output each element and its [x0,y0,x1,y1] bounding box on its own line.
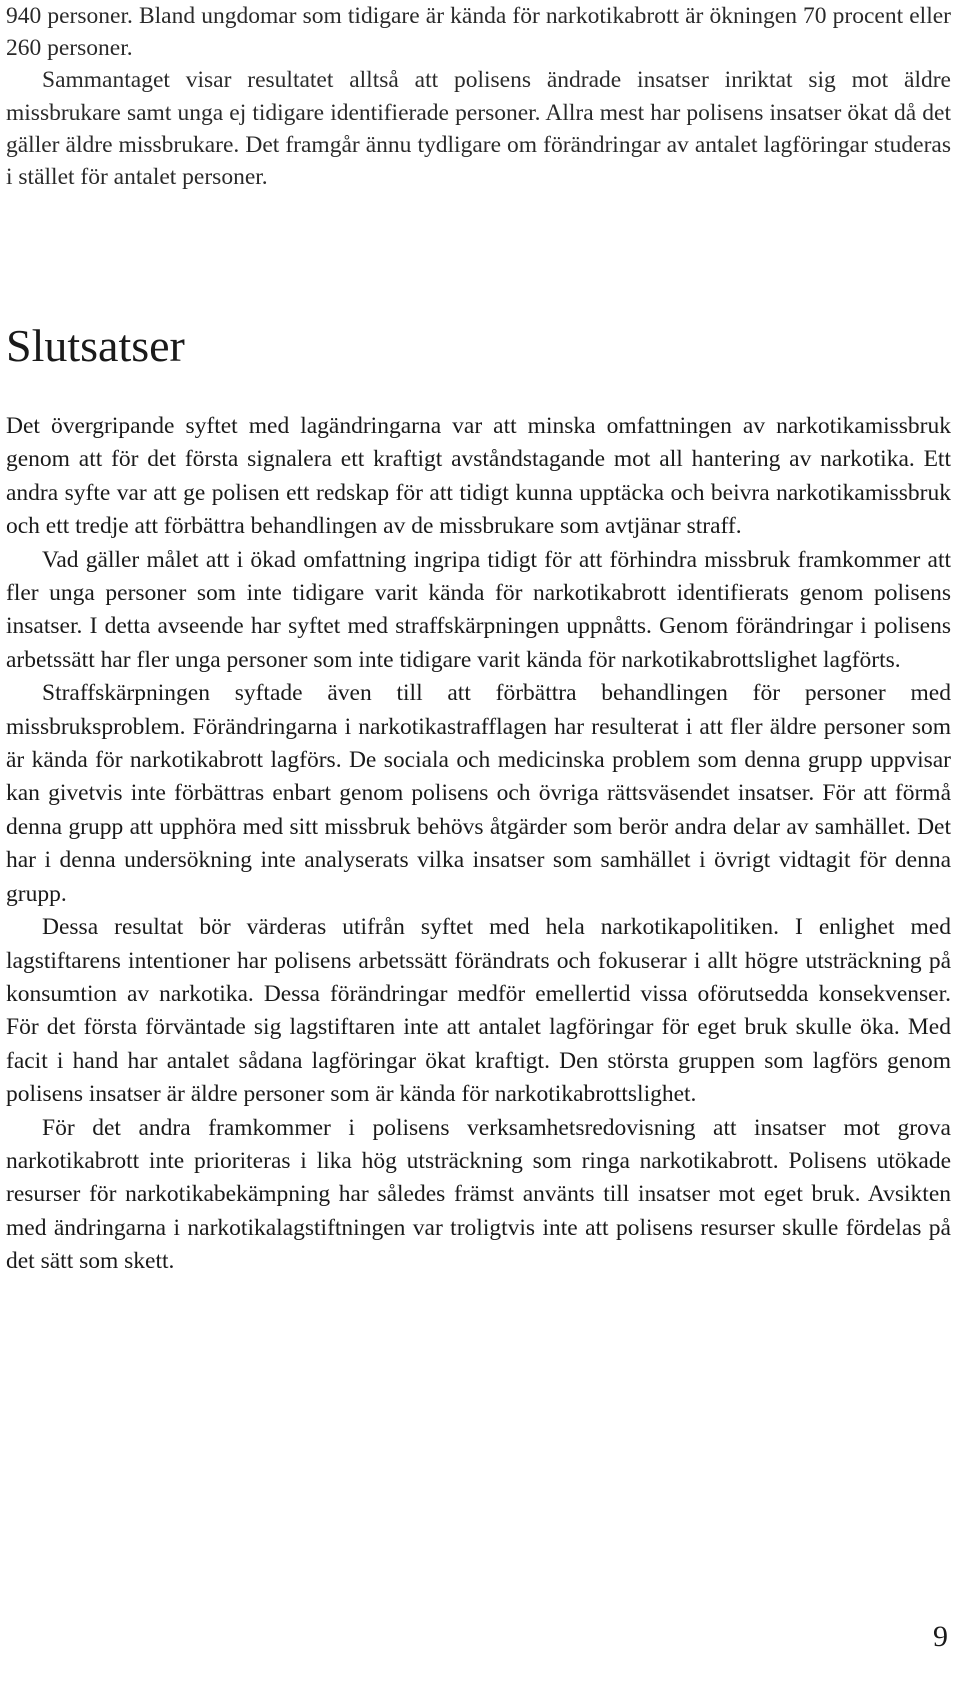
section-heading: Slutsatser [6,320,185,371]
body-paragraph-2: Vad gäller målet att i ökad omfattning ingripa tidigt för att förhindra missbruk framkommer att fler unga personer som inte tidigare varit kända för narkotikabrott identifierats genom polisens insatser. I detta avseende har syftet med straffskärpningen uppnåtts. Genom förändringar i polisens arbetssätt har fler unga personer som inte tidigare varit kända för narkotikabrottslighet lagförts. [6,546,951,673]
section-body [6,410,951,1279]
body-paragraph-5: För det andra framkommer i polisens verksamhetsredovisning att insatser mot grova narkotikabrott inte prioriteras i lika hög utsträckning som ringa narkotikabrott. Polisens utökade resurser för narkotikabekämpning har således främst använts till insatser mot eget bruk. Avsikten med ändringarna i narkotikalagstiftningen var troligtvis inte att polisens resurser skulle fördelas på det sätt som skett. [6,1114,951,1275]
body-paragraph-3: Straffskärpningen syftade även till att förbättra behandlingen för personer med missbruksproblem. Förändringarna i narkotikastrafflagen har resulterat i att fler äldre personer som är kända för narkotikabrott lagförs. De sociala och medicinska problem som denna grupp uppvisar kan givetvis inte förbättras enbart genom polisens och övriga rättsväsendet insatser. För att förmå denna grupp att upphöra med sitt missbruk behövs åtgärder som berör andra delar av samhället. Det har i denna undersökning inte analyserats vilka insatser som samhället i övrigt vidtagit för denna grupp. [6,680,951,907]
document-page [6,0,951,1275]
page-number: 9 [933,1620,948,1653]
intro-paragraph-1: 940 personer. Bland ungdomar som tidigare är kända för narkotikabrott är ökningen 70 procent eller 260 personer. [6,3,951,62]
body-paragraph-1: Det övergripande syftet med lagändringarna var att minska omfattningen av narkotikamissbruk genom att för det första signalera ett kraftigt avståndstagande mot all hantering av narkotika. Ett andra syfte var att ge polisen ett redskap för att tidigt kunna upptäcka och beivra narkotikamissbruk och ett tredje att förbättra behandlingen av de missbrukare som avtjänar straff. [6,413,951,540]
intro-text [6,0,951,193]
intro-paragraph-2: Sammantaget visar resultatet alltså att polisens ändrade insatser inriktat sig mot äldre missbrukare samt unga ej tidigare identifierade personer. Allra mest har polisens insatser ökat då det gäller äldre missbrukare. Det framgår ännu tydligare om förändringar av antalet lagföringar studeras i stället för antalet personer. [6,67,951,191]
body-paragraph-4: Dessa resultat bör värderas utifrån syftet med hela narkotikapolitiken. I enlighet med lagstiftarens intentioner har polisens arbetssätt förändrats och fokuserar i allt högre utsträckning på konsumtion av narkotika. Dessa förändringar medför emellertid vissa oförutsedda konsekvenser. För det första förväntade sig lagstiftaren inte att antalet lagföringar för eget bruk skulle öka. Med facit i hand har antalet sådana lagföringar ökat kraftigt. Den största gruppen som lagförs genom polisens insatser är äldre personer som är kända för narkotikabrottslighet. [6,914,951,1108]
